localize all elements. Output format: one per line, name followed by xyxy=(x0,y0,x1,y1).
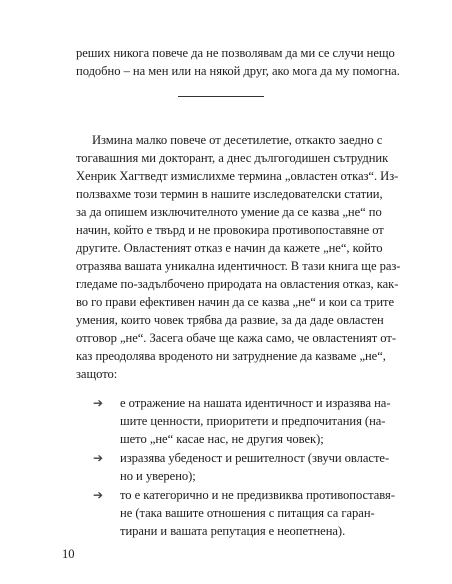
paragraph-2-line: каз преодолява вроденото ни затруднение да казваме „не“, xyxy=(76,349,386,363)
paragraph-2-line: за да опишем изключителното умение да се казва „не“ по xyxy=(76,205,382,219)
paragraph-2-line: во го прави ефективен начин да се казва „не“ и кои са трите xyxy=(76,295,395,309)
bullet-1-line: шите ценности, приоритети и предпочитания (на- xyxy=(120,414,386,428)
paragraph-2-line: другите. Овластеният отказ е начин да кажете „не“, който xyxy=(76,241,383,255)
bullet-3-line: не (така вашите отношения с питащия са гаран- xyxy=(120,506,375,520)
paragraph-2-line: отговор „не“. Засега обаче ще кажа само, че овластеният от- xyxy=(76,331,396,345)
paragraph-1-line: подобно – на мен или на някой друг, ако мога да му помогна. xyxy=(76,64,400,78)
paragraph-2-line: защото: xyxy=(76,367,118,381)
paragraph-2-line: ползвахме този термин в нашите изследователски статии, xyxy=(76,187,383,201)
bullet-1-line: е отражение на нашата идентичност и изразява на- xyxy=(120,396,391,410)
section-divider xyxy=(178,96,264,97)
paragraph-2-line: отразява вашата уникална идентичност. В тази книга ще раз- xyxy=(76,259,401,273)
page-number: 10 xyxy=(62,547,75,561)
paragraph-2-line: Измина малко повече от десетилетие, откакто заедно с xyxy=(92,133,383,147)
paragraph-2-line: Хенрик Хагтведт измислихме термина „овластен отказ“. Из- xyxy=(76,169,399,183)
bullet-1-line: шето „не“ касае нас, не другия човек); xyxy=(120,432,324,446)
paragraph-1-line: реших никога повече да не позволявам да ми се случи нещо xyxy=(76,46,395,60)
arrow-right-icon: ➔ xyxy=(93,488,104,502)
bullet-2-line: изразява убеденост и решителност (звучи овласте- xyxy=(120,451,390,465)
paragraph-2-line: умения, които човек трябва да развие, за да даде овластен xyxy=(76,313,384,327)
paragraph-2-line: начин, който е твърд и не провокира противопоставяне от xyxy=(76,223,384,237)
paragraph-2-line: гледаме по-задълбочено природата на овластения отказ, как- xyxy=(76,277,399,291)
paragraph-2-line: тогавашния ми докторант, а днес дългогодишен сътрудник xyxy=(76,151,389,165)
arrow-right-icon: ➔ xyxy=(93,451,104,465)
arrow-right-icon: ➔ xyxy=(93,396,104,410)
bullet-3-line: то е категорично и не предизвиква противопоставя- xyxy=(120,488,395,502)
bullet-2-line: но и уверено); xyxy=(120,469,196,483)
bullet-3-line: тирани и вашата репутация е неопетнена). xyxy=(120,524,346,538)
